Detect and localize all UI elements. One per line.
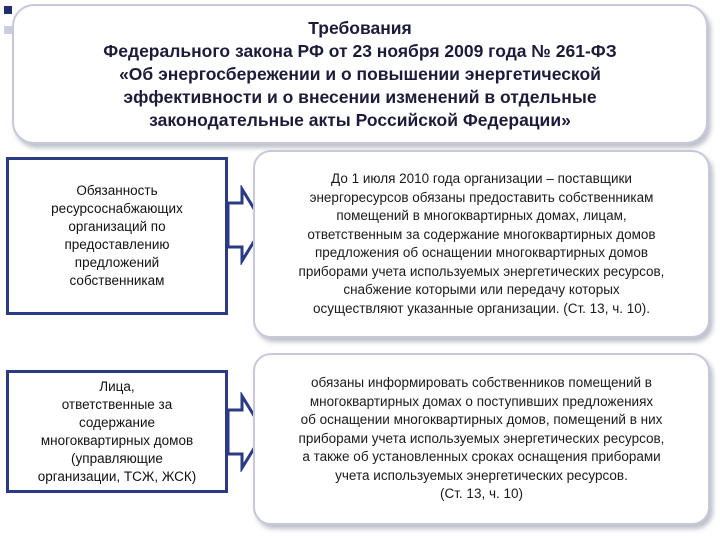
title-box (12, 4, 708, 144)
corner-square-light-2 (4, 26, 12, 34)
right-box-inform (253, 353, 710, 525)
corner-square-dark-1 (4, 6, 12, 14)
title-line-4: эффективности и о внесении изменений в отдельные (123, 87, 597, 107)
right-box-deadline (253, 150, 710, 338)
title-line-5: законодательные акты Российской Федерации» (149, 110, 571, 130)
right-box-inform-text: обязаны информировать собственников помещений в многоквартирных домах о поступивших предложениях об оснащении многоквартирных домов, помещений в них приборами учета используемых энергетических ресурсов, а также об установленных сроках оснащения приборами учета используемых энергетических ресурсов. (Ст. 13, ч. 10) (298, 375, 665, 502)
title-line-2: Федерального закона РФ от 23 ноября 2009 года № 261-ФЗ (103, 41, 617, 61)
left-box-responsible-text: Лица, ответственные за содержание многоквартирных домов (управляющие организации, ТСЖ, ЖСК) (37, 378, 197, 484)
left-box-obligation (6, 157, 228, 315)
title-line-3: «Об энергосбережении и о повышении энергетической (119, 64, 601, 84)
left-box-obligation-text: Обязанность ресурсоснабжающих организаций по предоставлению предложений собственникам (51, 183, 183, 288)
right-box-deadline-text: До 1 июля 2010 года организации – поставщики энергоресурсов обязаны предоставить собственникам помещений в многоквартирных домах, лицам, ответственным за содержание многоквартирных домов предложения об оснащении многоквартирных домов приборами учета используемых энергетических ресурсов, снабжение которыми или передачу которых осуществляют указанные организации. (Ст. 13, ч. 10). (298, 171, 665, 316)
title-line-1: Требования (308, 18, 412, 38)
left-box-responsible (6, 370, 228, 493)
